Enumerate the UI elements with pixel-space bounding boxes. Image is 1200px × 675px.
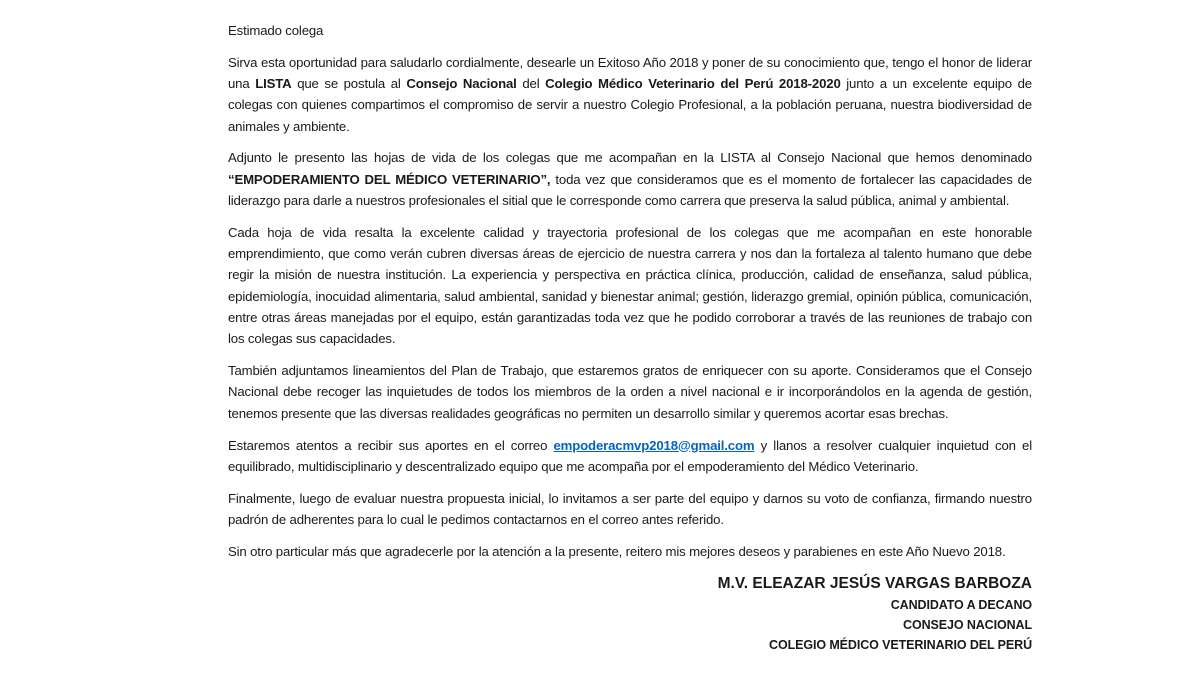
signature-block	[228, 573, 1032, 655]
signer-name: M.V. ELEAZAR JESÚS VARGAS BARBOZA	[717, 574, 1032, 592]
paragraph-contact: Estaremos atentos a recibir sus aportes en el correo empoderacmvp2018@gmail.com y llanos a resolver cualquier inquietud con el equilibrado, multidisciplinario y descentralizado equipo que me acompaña por el empoderamiento del Médico Veterinario.	[228, 437, 1033, 474]
email-link[interactable]: empoderacmvp2018@gmail.com	[553, 437, 755, 453]
signer-body: CONSEJO NACIONAL	[903, 617, 1032, 632]
paragraph-closing: Sin otro particular más que agradecerle por la atención a la presente, reitero mis mejores deseos y parabienes en este Año Nuevo 2018.	[228, 543, 1006, 559]
greeting: Estimado colega	[228, 23, 324, 38]
letter	[228, 20, 1032, 655]
paragraph-invitation: Finalmente, luego de evaluar nuestra propuesta inicial, lo invitamos a ser parte del equipo y darnos su voto de confianza, firmando nuestro padrón de adherentes para lo cual le pedimos contactarnos en el correo antes referido.	[228, 490, 1032, 527]
paragraph-list: Adjunto le presento las hojas de vida de los colegas que me acompañan en la LISTA al Consejo Nacional que hemos denominado “EMPODERAMIENTO DEL MÉDICO VETERINARIO”, toda vez que consideramos que es el momento de fortalecer las capacidades de liderazgo para darle a nuestros profesionales el sitial que le corresponde como carrera que preserva la salud pública, animal y ambiental.	[228, 150, 1032, 209]
signer-title: CANDIDATO A DECANO	[890, 597, 1032, 612]
paragraph-intro: Sirva esta oportunidad para saludarlo cordialmente, desearle un Exitoso Año 2018 y poner de su conocimiento que, tengo el honor de liderar una LISTA que se postula al Consejo Nacional del Colegio Médico Veterinario del Perú 2018-2020 junto a un excelente equipo de colegas con quienes compartimos el compromiso de servir a nuestro Colegio Profesional, a la población peruana, nuestra biodiversidad de animales y ambiente.	[228, 54, 1032, 134]
paragraph-cv: Cada hoja de vida resalta la excelente calidad y trayectoria profesional de los colegas que me acompañan en este honorable emprendimiento, que como verán cubren diversas áreas de ejercicio de nuestra carrera y nos dan la fortaleza al talento humano que debe regir la misión de nuestra institución. La experiencia y perspectiva en práctica clínica, producción, calidad de enseñanza, salud pública, epidemiología, inocuidad alimentaria, salud ambiental, sanidad y bienestar animal; gestión, liderazgo gremial, opinión pública, comunicación, entre otras áreas manejadas por el equipo, están garantizadas toda vez que he podido corroborar a través de las reuniones de trabajo con los colegas sus capacidades.	[228, 224, 1032, 347]
signer-org: COLEGIO MÉDICO VETERINARIO DEL PERÚ	[769, 637, 1032, 652]
paragraph-plan: También adjuntamos lineamientos del Plan de Trabajo, que estaremos gratos de enriquecer con su aporte. Consideramos que el Consejo Nacional debe recoger las inquietudes de todos los miembros de la orden a nivel nacional e ir incorporándolos en la agenda de gestión, tenemos presente que las diversas realidades geográficas no permiten un desarrollo similar y queremos acortar esas brechas.	[228, 363, 1032, 421]
